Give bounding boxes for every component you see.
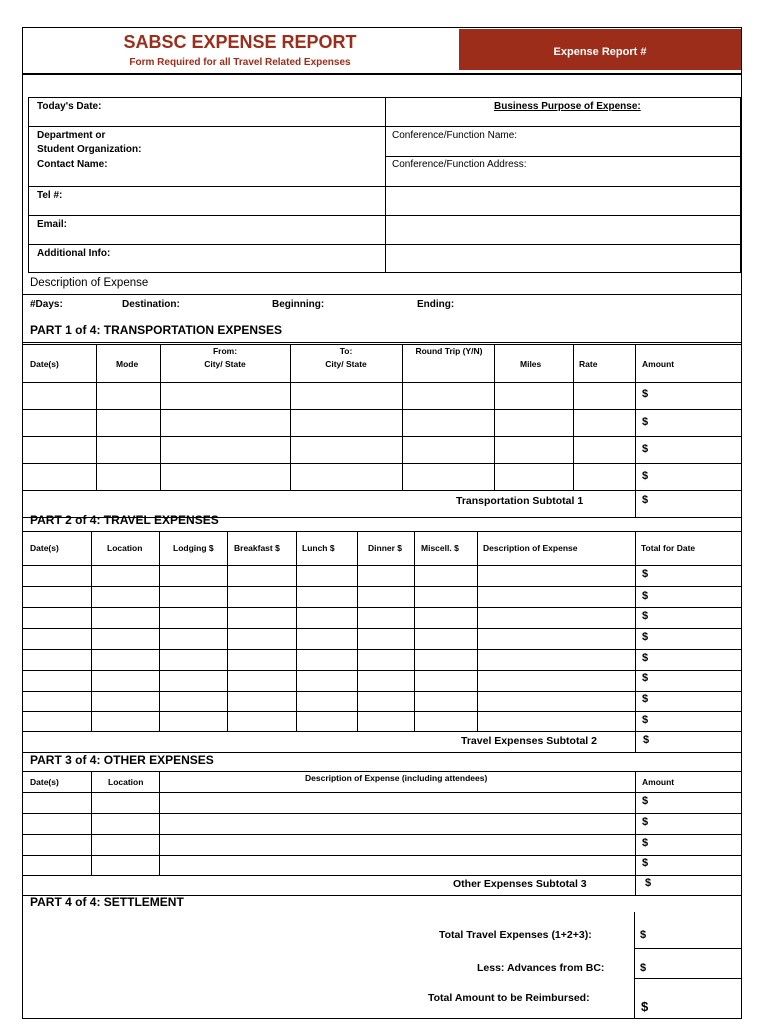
travel-cell[interactable] (636, 566, 741, 586)
conference-name-label: Conference/Function Name: (392, 130, 518, 141)
days-label: #Days: (30, 299, 63, 310)
transportation-cell[interactable] (291, 383, 402, 409)
travel-cell[interactable] (23, 587, 91, 607)
p1-col-from-citystate: City/ State (204, 359, 246, 369)
travel-cell[interactable] (160, 587, 227, 607)
transportation-cell[interactable] (97, 464, 160, 490)
travel-cell[interactable] (478, 712, 635, 731)
department-label: Department or (37, 130, 106, 141)
transportation-cell[interactable] (574, 410, 635, 436)
travel-cell[interactable] (23, 712, 91, 731)
conference-address-label: Conference/Function Address: (392, 159, 527, 170)
part2-title: PART 2 of 4: TRAVEL EXPENSES (30, 513, 219, 527)
travel-cell[interactable] (160, 692, 227, 711)
travel-cell[interactable] (23, 629, 91, 649)
transportation-cell[interactable] (636, 410, 741, 436)
transportation-subtotal-dollar: $ (642, 494, 649, 506)
other-expense-cell[interactable] (636, 835, 741, 855)
other-expense-cell[interactable] (160, 856, 635, 875)
travel-cell[interactable] (228, 587, 296, 607)
other-expense-cell[interactable] (92, 835, 159, 855)
travel-cell[interactable] (92, 671, 159, 691)
transportation-cell[interactable] (636, 464, 741, 490)
travel-cell[interactable] (478, 692, 635, 711)
transportation-amount-dollar: $ (642, 388, 649, 400)
p2-col-lunch: Lunch $ (302, 543, 335, 553)
other-subtotal-dollar: $ (645, 877, 652, 889)
transportation-cell[interactable] (291, 437, 402, 463)
travel-total-dollar: $ (642, 652, 649, 664)
p3-col-dates: Date(s) (30, 777, 59, 787)
p2-col-misc: Miscell. $ (421, 543, 459, 553)
p1-col-to-citystate: City/ State (325, 359, 367, 369)
travel-cell[interactable] (636, 671, 741, 691)
beginning-label: Beginning: (272, 299, 325, 310)
transportation-cell[interactable] (291, 464, 402, 490)
other-amount-dollar: $ (642, 857, 649, 869)
other-subtotal-label: Other Expenses Subtotal 3 (453, 878, 587, 890)
travel-cell[interactable] (358, 712, 414, 731)
travel-cell[interactable] (358, 629, 414, 649)
travel-cell[interactable] (92, 587, 159, 607)
transportation-cell[interactable] (495, 410, 573, 436)
p2-col-dates: Date(s) (30, 543, 59, 553)
travel-cell[interactable] (297, 566, 357, 586)
travel-cell[interactable] (415, 608, 477, 628)
p1-col-from: From: (212, 346, 238, 356)
reimbursed-label: Total Amount to be Reimbursed: (428, 992, 590, 1004)
p1-col-amount: Amount (642, 359, 675, 369)
travel-cell[interactable] (636, 692, 741, 711)
other-amount-dollar: $ (642, 837, 649, 849)
form-title: SABSC EXPENSE REPORT (123, 32, 357, 52)
travel-total-dollar: $ (642, 714, 649, 726)
p2-col-lodging: Lodging $ (173, 543, 214, 553)
travel-cell[interactable] (358, 671, 414, 691)
p3-col-amount: Amount (642, 777, 675, 787)
travel-cell[interactable] (415, 566, 477, 586)
other-expense-cell[interactable] (636, 856, 741, 875)
transportation-cell[interactable] (23, 464, 96, 490)
p3-col-description: Description of Expense (including attendees) (305, 773, 488, 783)
p1-col-miles: Miles (520, 359, 542, 369)
ending-label: Ending: (417, 299, 455, 310)
other-amount-dollar: $ (642, 816, 649, 828)
transportation-subtotal-label: Transportation Subtotal 1 (456, 495, 584, 507)
other-expense-cell[interactable] (92, 814, 159, 834)
travel-cell[interactable] (478, 671, 635, 691)
transportation-cell[interactable] (574, 383, 635, 409)
travel-cell[interactable] (358, 587, 414, 607)
part3-title: PART 3 of 4: OTHER EXPENSES (30, 753, 214, 767)
travel-cell[interactable] (478, 629, 635, 649)
travel-cell[interactable] (478, 566, 635, 586)
other-expense-cell[interactable] (23, 793, 91, 813)
travel-cell[interactable] (92, 712, 159, 731)
transportation-cell[interactable] (97, 383, 160, 409)
travel-cell[interactable] (358, 650, 414, 670)
travel-subtotal-dollar: $ (643, 734, 650, 746)
transportation-cell[interactable] (161, 437, 290, 463)
travel-cell[interactable] (636, 712, 741, 731)
travel-cell[interactable] (297, 587, 357, 607)
student-organization-label: Student Organization: (37, 144, 142, 155)
travel-cell[interactable] (160, 608, 227, 628)
p1-col-dates: Date(s) (30, 359, 59, 369)
transportation-amount-dollar: $ (642, 416, 649, 428)
travel-cell[interactable] (160, 629, 227, 649)
travel-cell[interactable] (228, 671, 296, 691)
travel-cell[interactable] (636, 629, 741, 649)
transportation-cell[interactable] (495, 383, 573, 409)
transportation-cell[interactable] (403, 437, 494, 463)
travel-cell[interactable] (160, 671, 227, 691)
transportation-amount-dollar: $ (642, 443, 649, 455)
travel-cell[interactable] (228, 566, 296, 586)
email-label: Email: (37, 219, 68, 230)
form-subtitle: Form Required for all Travel Related Expenses (129, 57, 351, 68)
p2-col-location: Location (107, 543, 143, 553)
travel-cell[interactable] (92, 608, 159, 628)
total-travel-expenses-dollar: $ (640, 929, 647, 941)
transportation-cell[interactable] (23, 437, 96, 463)
travel-cell[interactable] (228, 692, 296, 711)
transportation-cell[interactable] (23, 410, 96, 436)
other-expense-cell[interactable] (92, 793, 159, 813)
part1-title: PART 1 of 4: TRANSPORTATION EXPENSES (30, 323, 283, 337)
travel-cell[interactable] (636, 650, 741, 670)
travel-cell[interactable] (358, 692, 414, 711)
other-expense-cell[interactable] (160, 793, 635, 813)
travel-cell[interactable] (415, 712, 477, 731)
transportation-cell[interactable] (574, 437, 635, 463)
p2-col-breakfast: Breakfast $ (234, 543, 280, 553)
other-expense-cell[interactable] (92, 856, 159, 875)
travel-cell[interactable] (636, 608, 741, 628)
travel-cell[interactable] (636, 587, 741, 607)
travel-total-dollar: $ (642, 672, 649, 684)
transportation-cell[interactable] (161, 410, 290, 436)
transportation-cell[interactable] (403, 464, 494, 490)
travel-cell[interactable] (23, 608, 91, 628)
other-expense-cell[interactable] (636, 814, 741, 834)
other-expense-cell[interactable] (23, 814, 91, 834)
travel-cell[interactable] (297, 692, 357, 711)
p1-col-round-trip: Round Trip (Y/N) (415, 346, 483, 356)
other-expense-cell[interactable] (160, 835, 635, 855)
other-expense-cell[interactable] (23, 835, 91, 855)
travel-subtotal-label: Travel Expenses Subtotal 2 (461, 735, 597, 747)
travel-cell[interactable] (160, 650, 227, 670)
travel-cell[interactable] (228, 608, 296, 628)
p2-col-dinner: Dinner $ (368, 543, 403, 553)
p1-col-rate: Rate (579, 359, 598, 369)
travel-cell[interactable] (297, 608, 357, 628)
travel-cell[interactable] (92, 566, 159, 586)
travel-total-dollar: $ (642, 693, 649, 705)
travel-cell[interactable] (23, 671, 91, 691)
travel-cell[interactable] (160, 712, 227, 731)
travel-cell[interactable] (297, 671, 357, 691)
travel-cell[interactable] (228, 712, 296, 731)
business-purpose-label: Business Purpose of Expense: (494, 101, 641, 112)
travel-cell[interactable] (297, 712, 357, 731)
travel-cell[interactable] (23, 650, 91, 670)
travel-cell[interactable] (92, 629, 159, 649)
destination-label: Destination: (122, 299, 180, 310)
transportation-cell[interactable] (161, 464, 290, 490)
transportation-cell[interactable] (291, 410, 402, 436)
transportation-cell[interactable] (636, 437, 741, 463)
transportation-cell[interactable] (23, 383, 96, 409)
reimbursed-dollar: $ (641, 999, 649, 1014)
transportation-cell[interactable] (97, 437, 160, 463)
travel-cell[interactable] (358, 608, 414, 628)
p1-col-mode: Mode (116, 359, 139, 369)
transportation-cell[interactable] (636, 383, 741, 409)
travel-cell[interactable] (415, 671, 477, 691)
other-amount-dollar: $ (642, 795, 649, 807)
travel-cell[interactable] (297, 629, 357, 649)
travel-cell[interactable] (415, 587, 477, 607)
transportation-cell[interactable] (161, 383, 290, 409)
transportation-cell[interactable] (574, 464, 635, 490)
travel-cell[interactable] (23, 566, 91, 586)
advances-label: Less: Advances from BC: (477, 962, 605, 974)
p1-col-to: To: (339, 346, 353, 356)
travel-cell[interactable] (478, 587, 635, 607)
todays-date-label: Today's Date: (37, 101, 102, 112)
contact-name-label: Contact Name: (37, 159, 108, 170)
other-expense-cell[interactable] (160, 814, 635, 834)
travel-cell[interactable] (478, 608, 635, 628)
travel-cell[interactable] (228, 629, 296, 649)
advances-dollar: $ (640, 962, 647, 974)
transportation-cell[interactable] (495, 437, 573, 463)
p2-col-description: Description of Expense (483, 543, 578, 553)
other-expense-cell[interactable] (636, 793, 741, 813)
travel-cell[interactable] (92, 650, 159, 670)
transportation-amount-dollar: $ (642, 470, 649, 482)
travel-cell[interactable] (415, 629, 477, 649)
travel-cell[interactable] (92, 692, 159, 711)
travel-cell[interactable] (478, 650, 635, 670)
p2-col-total: Total for Date (641, 543, 696, 553)
travel-cell[interactable] (23, 692, 91, 711)
transportation-cell[interactable] (403, 410, 494, 436)
travel-cell[interactable] (415, 692, 477, 711)
expense-report-number-label: Expense Report # (553, 46, 647, 58)
additional-info-label: Additional Info: (37, 248, 111, 259)
other-expense-cell[interactable] (23, 856, 91, 875)
travel-cell[interactable] (160, 566, 227, 586)
travel-cell[interactable] (358, 566, 414, 586)
p3-col-location: Location (108, 777, 144, 787)
total-travel-expenses-label: Total Travel Expenses (1+2+3): (439, 929, 592, 941)
travel-total-dollar: $ (642, 568, 649, 580)
expense-report-number-field[interactable] (459, 29, 741, 70)
tel-label: Tel #: (37, 190, 63, 201)
part4-title: PART 4 of 4: SETTLEMENT (30, 895, 184, 909)
transportation-cell[interactable] (403, 383, 494, 409)
transportation-cell[interactable] (97, 410, 160, 436)
travel-cell[interactable] (415, 650, 477, 670)
travel-total-dollar: $ (642, 590, 649, 602)
transportation-cell[interactable] (495, 464, 573, 490)
travel-total-dollar: $ (642, 610, 649, 622)
description-of-expense-label: Description of Expense (30, 277, 149, 289)
travel-cell[interactable] (297, 650, 357, 670)
travel-cell[interactable] (228, 650, 296, 670)
travel-total-dollar: $ (642, 631, 649, 643)
header-divider (22, 73, 742, 75)
